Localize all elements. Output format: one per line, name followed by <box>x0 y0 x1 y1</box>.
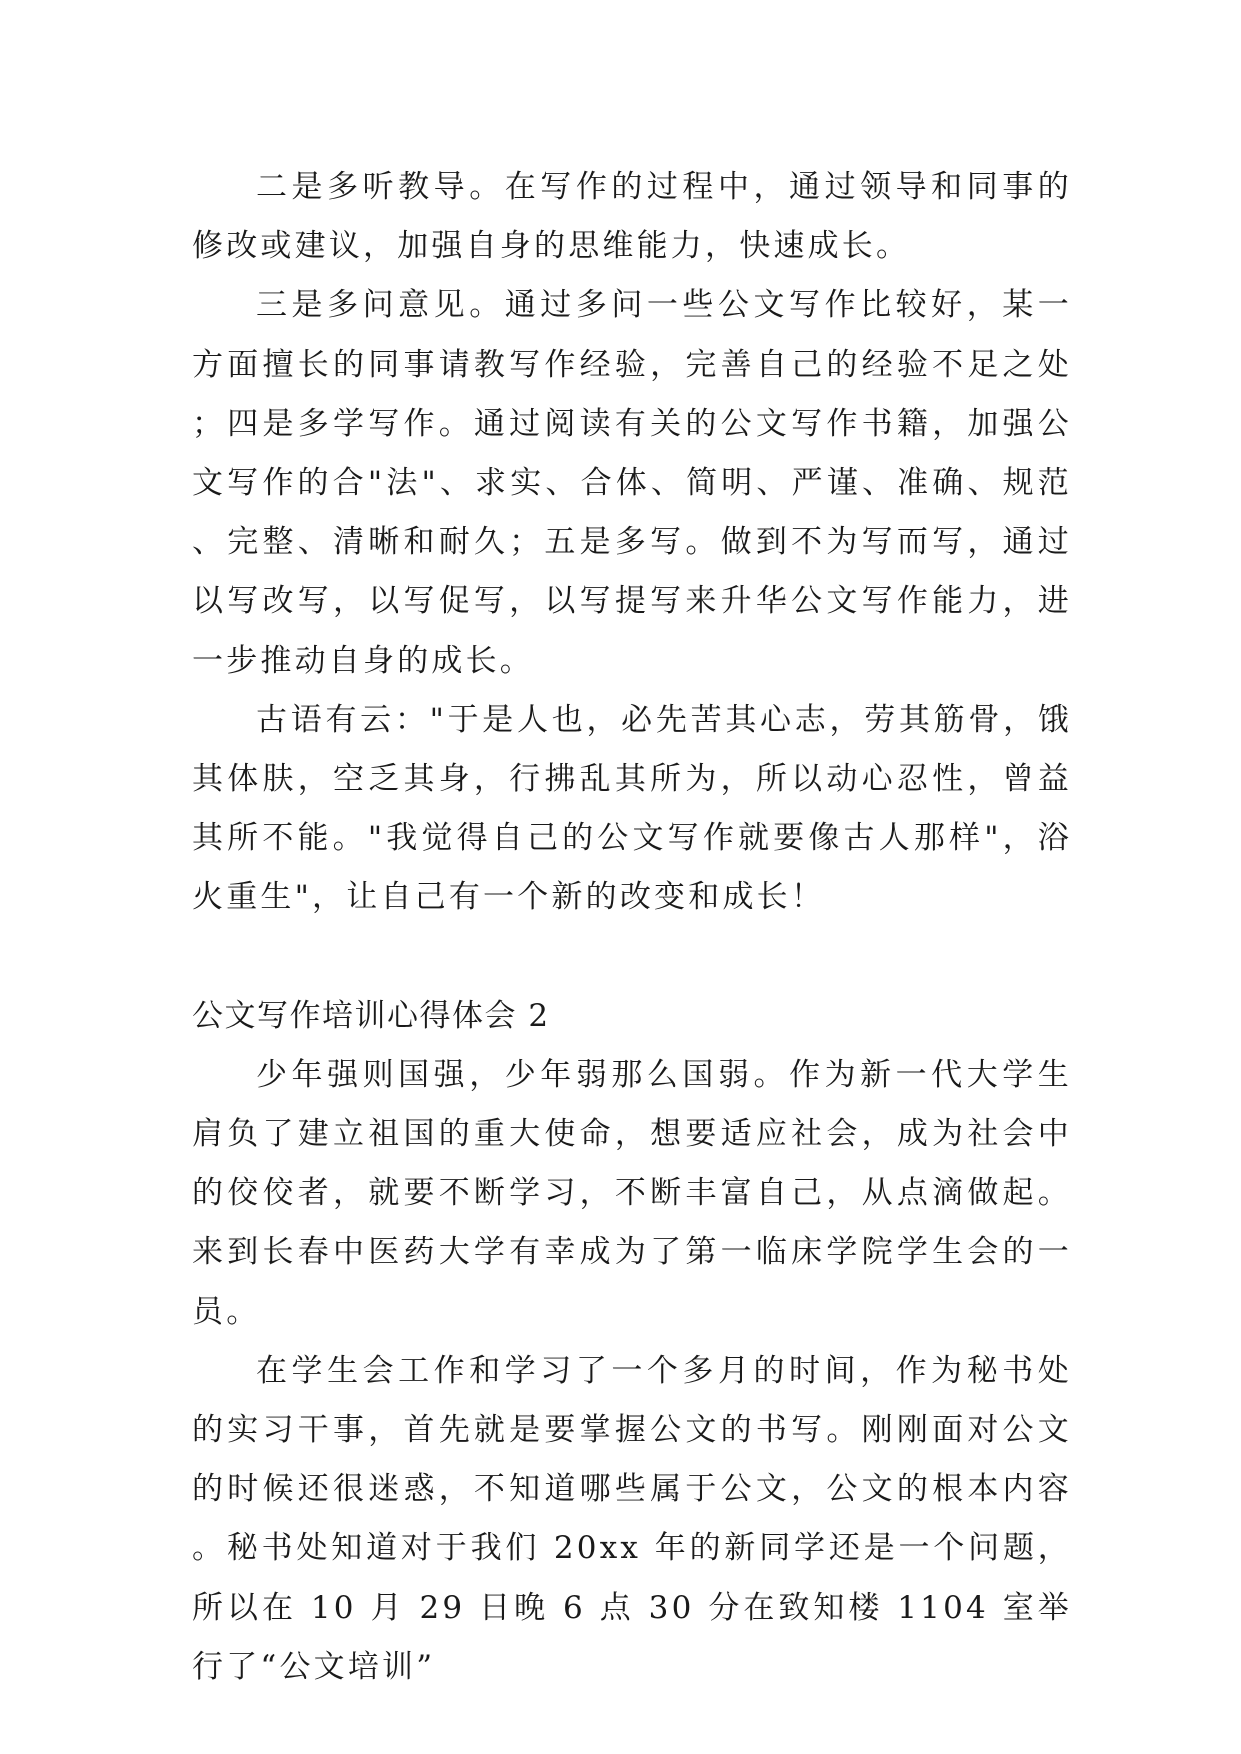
paragraph-ancient-saying: 古语有云："于是人也，必先苦其心志，劳其筋骨，饿其体肤，空乏其身，行拂乱其所为，所以动心忍性，曾益其所不能。"我觉得自己的公文写作就要像古人那样"，浴火重生"，让自己有一个新的改变和成长！ <box>192 701 1072 916</box>
paragraph-student-union: 在学生会工作和学习了一个多月的时间，作为秘书处的实习干事，首先就是要掌握公文的书写。刚刚面对公文的时候还很迷惑，不知道哪些属于公文，公文的根本内容。秘书处知道对于我们 20xx 年的新同学还是一个问题，所以在 10 月 29 日晚 6 点 30 分在致知楼 1104 室举行了“公文培训” <box>192 1352 1072 1685</box>
paragraph-asking-writing: 三是多问意见。通过多问一些公文写作比较好，某一方面擅长的同事请教写作经验，完善自己的经验不足之处；四是多学写作。通过阅读有关的公文写作书籍，加强公文写作的合"法"、求实、合体、简明、严谨、准确、规范、完整、清晰和耐久；五是多写。做到不为写而写，通过以写改写，以写促写，以写提写来升华公文写作能力，进一步推动自身的成长。 <box>192 287 1072 679</box>
document-body <box>192 158 1072 1697</box>
paragraph-listening: 二是多听教导。在写作的过程中，通过领导和同事的修改或建议，加强自身的思维能力，快速成长。 <box>192 169 1072 265</box>
section-gap <box>192 928 1072 987</box>
section-title: 公文写作培训心得体会 2 <box>192 997 550 1034</box>
paragraph-youth: 少年强则国强，少年弱那么国弱。作为新一代大学生肩负了建立祖国的重大使命，想要适应社会，成为社会中的佼佼者，就要不断学习，不断丰富自己，从点滴做起。来到长春中医药大学有幸成为了第一临床学院学生会的一员。 <box>192 1056 1072 1330</box>
